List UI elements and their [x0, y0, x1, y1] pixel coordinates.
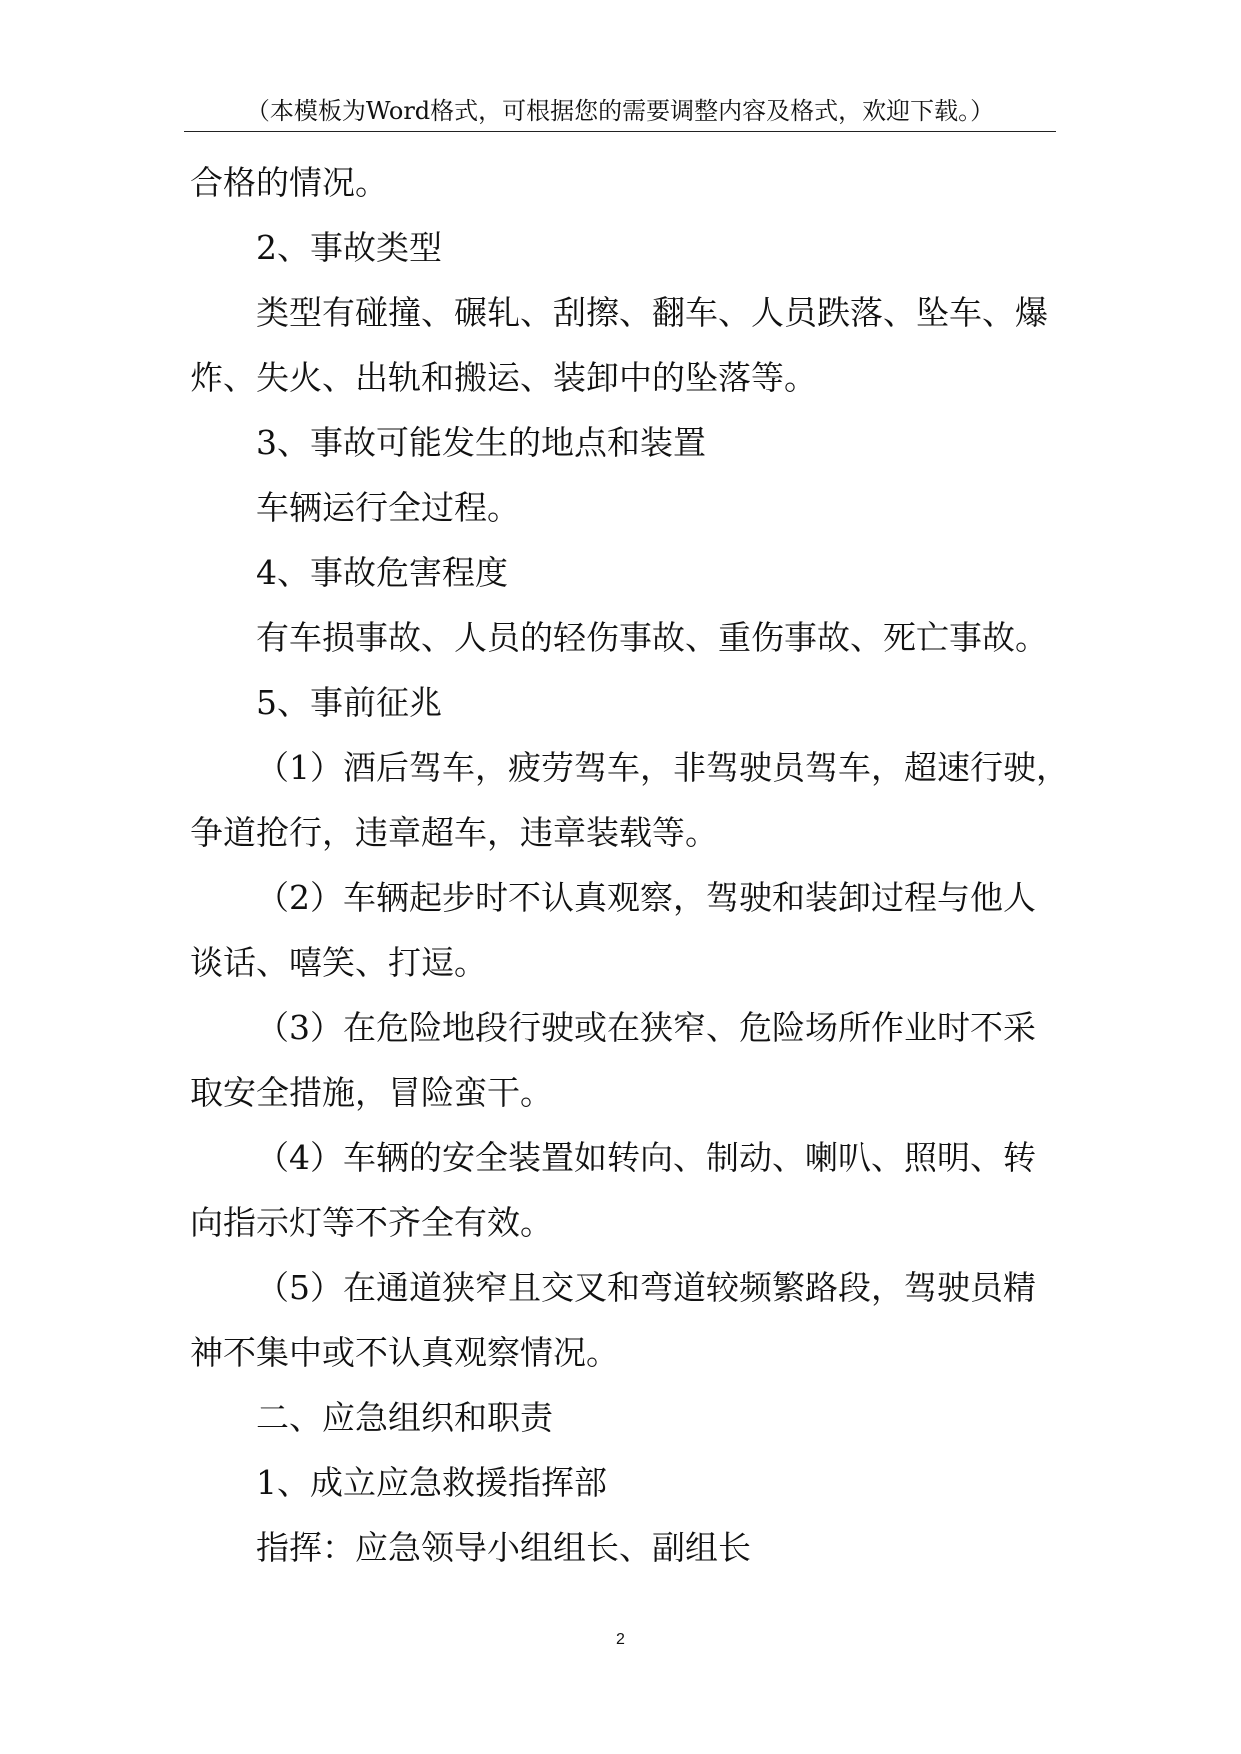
list-item-line: 取安全措施，冒险蛮干。	[190, 1073, 553, 1112]
text-line: 类型有碰撞、碾轧、刮擦、翻车、人员跌落、坠车、爆	[256, 293, 1048, 332]
section-heading: 1、成立应急救援指挥部	[256, 1463, 607, 1502]
text-line: 有车损事故、人员的轻伤事故、重伤事故、死亡事故。	[256, 618, 1048, 657]
header-rule	[184, 131, 1056, 132]
page-number: 2	[616, 1631, 625, 1648]
header-note: （本模板为Word格式，可根据您的需要调整内容及格式，欢迎下载。）	[245, 97, 995, 125]
list-item-line: 神不集中或不认真观察情况。	[190, 1333, 619, 1372]
section-heading: 5、事前征兆	[256, 683, 442, 722]
text-line: 指挥：应急领导小组组长、副组长	[256, 1528, 751, 1567]
list-item-line: （1）酒后驾车，疲劳驾车，非驾驶员驾车，超速行驶，	[256, 748, 1069, 787]
section-heading: 2、事故类型	[256, 228, 442, 267]
list-item-line: （3）在危险地段行驶或在狭窄、危险场所作业时不采	[256, 1008, 1036, 1047]
section-heading: 4、事故危害程度	[256, 553, 508, 592]
text-line: 炸、失火、出轨和搬运、装卸中的坠落等。	[190, 358, 817, 397]
list-item-line: （4）车辆的安全装置如转向、制动、喇叭、照明、转	[256, 1138, 1036, 1177]
text-line: 合格的情况。	[190, 163, 388, 202]
chapter-heading: 二、应急组织和职责	[256, 1398, 553, 1437]
list-item-line: 向指示灯等不齐全有效。	[190, 1203, 553, 1242]
list-item-line: （5）在通道狭窄且交叉和弯道较频繁路段，驾驶员精	[256, 1268, 1036, 1307]
list-item-line: 争道抢行，违章超车，违章装载等。	[190, 813, 718, 852]
list-item-line: 谈话、嘻笑、打逗。	[190, 943, 487, 982]
text-line: 车辆运行全过程。	[256, 488, 520, 527]
list-item-line: （2）车辆起步时不认真观察，驾驶和装卸过程与他人	[256, 878, 1036, 917]
section-heading: 3、事故可能发生的地点和装置	[256, 423, 706, 462]
document-body	[190, 150, 1090, 1580]
